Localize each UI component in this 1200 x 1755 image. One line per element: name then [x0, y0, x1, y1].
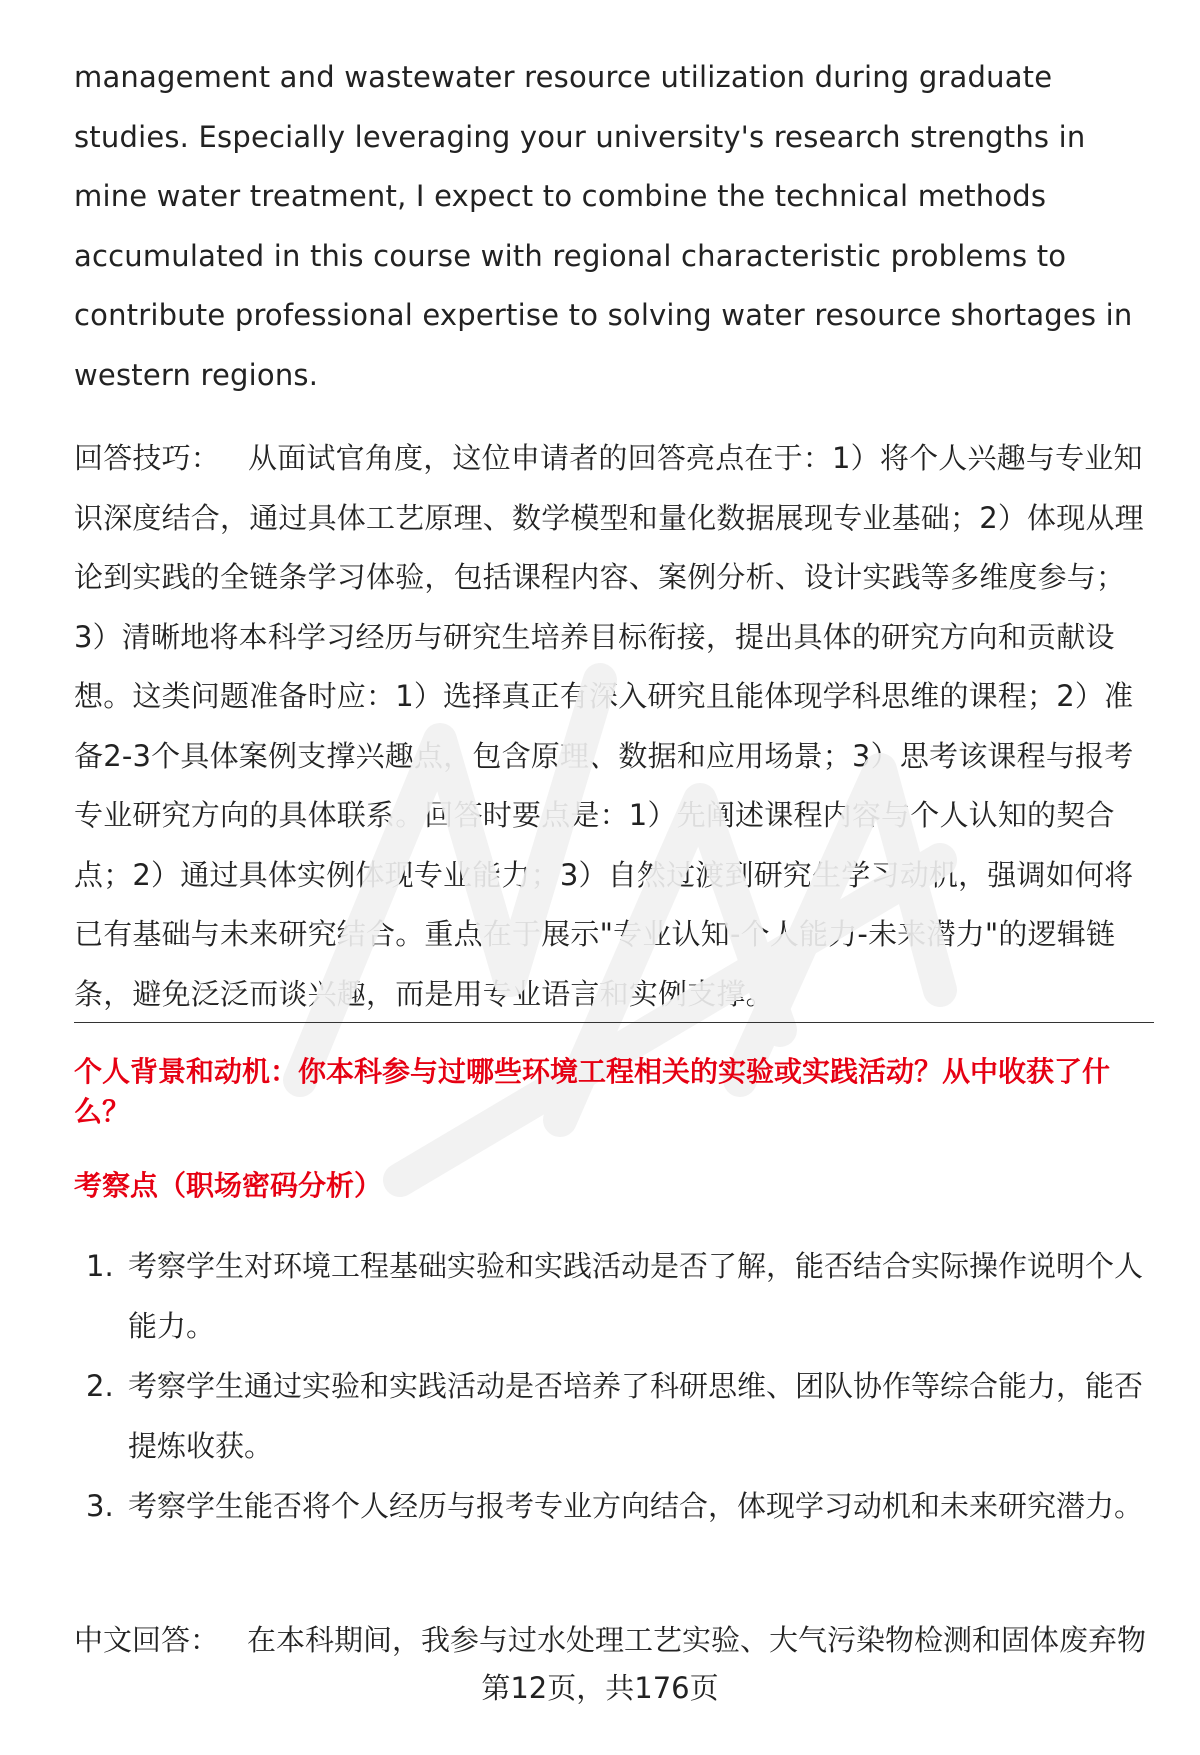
list-item-number: 2. — [86, 1369, 114, 1403]
list-item-text: 考察学生对环境工程基础实验和实践活动是否了解，能否结合实际操作说明个人能力。 — [128, 1249, 1144, 1343]
answer-tips-label: 回答技巧： — [74, 441, 221, 475]
list-item-text: 考察学生通过实验和实践活动是否培养了科研思维、团队协作等综合能力，能否提炼收获。 — [128, 1369, 1144, 1463]
english-answer-paragraph: management and wastewater resource utilization during graduate studies. Especially leveraging your university's research strengths in mine water treatment, I expect to combine the technical methods accumulated in this course with regional characteristic problems to contribute professional expertise to solving water resource shortages in western regions. — [74, 60, 1133, 392]
answer-tips-paragraph — [74, 429, 1154, 1024]
section-divider — [74, 1022, 1154, 1023]
answer-tips-text: 从面试官角度，这位申请者的回答亮点在于：1）将个人兴趣与专业知识深度结合，通过具体工艺原理、数学模型和量化数据展现专业基础；2）体现从理论到实践的全链条学习体验，包括课程内容、案例分析、设计实践等多维度参与；3）清晰地将本科学习经历与研究生培养目标衔接，提出具体的研究方向和贡献设想。这类问题准备时应：1）选择真正有深入研究且能体现学科思维的课程；2）准备2-3个具体案例支撑兴趣点，包含原理、数据和应用场景；3）思考该课程与报考专业研究方向的具体联系。回答时要点是：1）先阐述课程内容与个人认知的契合点；2）通过具体实例体现专业能力；3）自然过渡到研究生学习动机，强调如何将已有基础与未来研究结合。重点在于展示"专业认知-个人能力-未来潜力"的逻辑链条，避免泛泛而谈兴趣，而是用专业语言和实例支撑。 — [74, 441, 1144, 1011]
assessment-list — [74, 1236, 1154, 1536]
list-item-text: 考察学生能否将个人经历与报考专业方向结合，体现学习动机和未来研究潜力。 — [128, 1489, 1144, 1523]
chinese-answer-label: 中文回答： — [74, 1623, 220, 1657]
list-item — [74, 1476, 1154, 1536]
list-item — [74, 1236, 1154, 1356]
chinese-answer-paragraph — [74, 1610, 1154, 1670]
question-heading: 个人背景和动机：你本科参与过哪些环境工程相关的实验或实践活动？从中收获了什么？ — [74, 1055, 1111, 1128]
assessment-heading: 考察点（职场密码分析） — [74, 1169, 383, 1202]
chinese-answer-text: 在本科期间，我参与过水处理工艺实验、大气污染物检测和固体废弃物 — [247, 1623, 1147, 1657]
page-number-footer: 第12页，共176页 — [481, 1671, 719, 1705]
list-item-number: 1. — [86, 1249, 114, 1283]
page-content — [74, 48, 1154, 1024]
list-item — [74, 1356, 1154, 1476]
list-item-number: 3. — [86, 1489, 114, 1523]
